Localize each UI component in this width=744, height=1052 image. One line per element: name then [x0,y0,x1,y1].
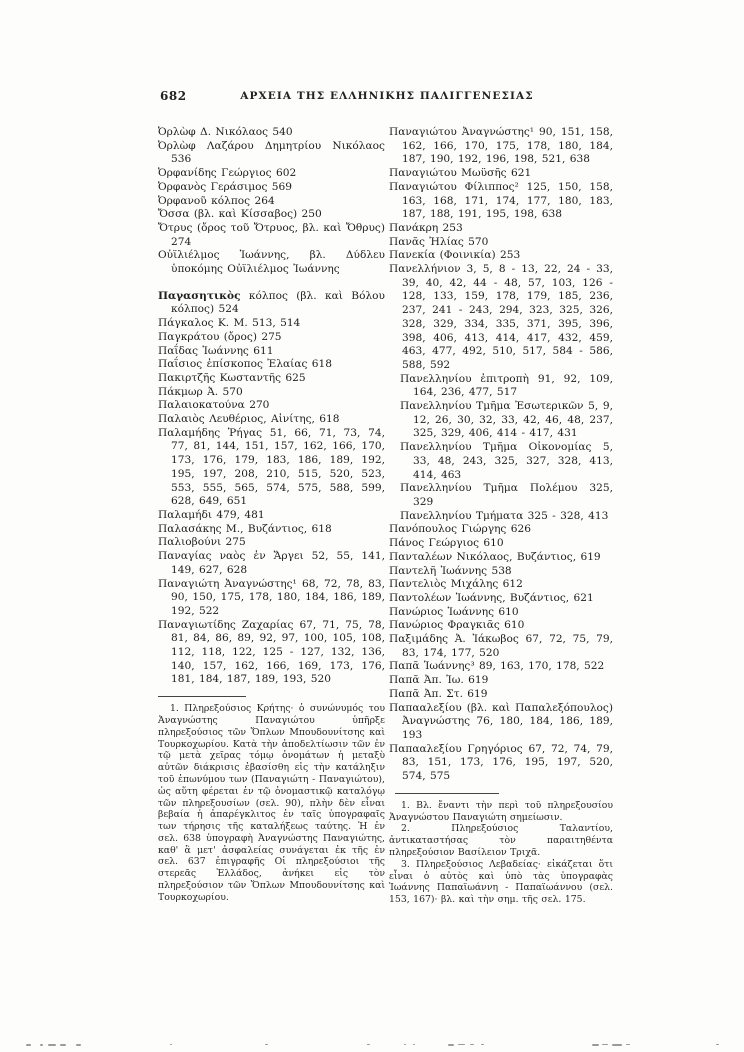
index-entry: Ὀρλὼφ Δ. Νικόλαος 540 [158,126,293,138]
index-entry: Πανελληνίου Τμήματα 325 - 328, 413 [400,509,609,522]
index-entry: Παναγιώτου Μωϋσῆς 621 [389,167,532,180]
index-entry: Παναγιώτου Φίλιππος² 125, 150, 158, 163, 168, 171, 174, 177, 180, 183, 187, 188, 191, 195, 198, 638 [389,180,613,221]
index-entry: Πανᾶς Ἠλίας 570 [389,235,489,248]
index-entry: Παντελῆ Ἰωάννης 538 [389,564,512,577]
index-entry: Ὀρφανίδης Γεώργιος 602 [158,167,297,180]
index-entry: Πανελληνίου Τμῆμα Οἰκονομίας 5, 33, 48, 243, 325, 327, 328, 413, 414, 463 [400,441,613,481]
index-entry: Παντολέων Ἰωάννης, Βυζάντιος, 621 [389,591,594,604]
index-entry: Πανελληνίου Τμῆμα Πολέμου 325, 329 [400,482,613,508]
index-entry: Πάκμωρ Ἀ. 570 [158,385,243,398]
index-entry: Παπααλεξίου Γρηγόριος 67, 72, 74, 79, 83, 151, 173, 176, 195, 197, 520, 574, 575 [389,742,613,783]
index-entry: Παγασητικὸς κόλπος (βλ. καὶ Βόλου κόλπος) 524 [158,289,385,316]
index-entry: Παΐδας Ἰωάννης 611 [158,344,274,357]
page-header [0,89,744,107]
index-entry: Παπᾶ Ἀπ. Στ. 619 [389,687,488,700]
index-entry: Παναγιώτη Ἀναγνώστης¹ 68, 72, 78, 83, 90, 150, 175, 178, 180, 184, 186, 189, 192, 522 [158,577,385,617]
index-entry: Πανελληνίου Τμῆμα Ἐσωτερικῶν 5, 9, 12, 26, 30, 32, 33, 42, 46, 48, 237, 325, 329, 406, 414 - 417, 431 [400,400,613,440]
index-entry: Ὄτρυς (ὄρος τοῦ Ὄτρυος, βλ. καὶ Ὄθρυς) 274 [158,221,385,248]
index-entry: Παπᾶ Ἀπ. Ἰω. 619 [389,674,489,687]
footnotes-left [158,703,385,904]
index-entry: Παλαμήδης Ῥήγας 51, 66, 71, 73, 74, 77, 81, 144, 151, 157, 162, 166, 170, 173, 176, 179, 183, 186, 189, 192, 195, 197, 208, 210, 515, 520, 523, 553, 555, 565, 574, 575, 588, 599, 628, 649, 651 [158,426,385,508]
index-entry: Ὀρλὼφ Λαζάρου Δημητρίου Νικόλαος 536 [158,139,385,166]
index-entry: Παντελιὸς Μιχάλης 612 [389,578,523,591]
index-entry: Παναγιωτίδης Ζαχαρίας 67, 71, 75, 78, 81, 84, 86, 89, 92, 97, 100, 105, 108, 112, 118, 122, 125 - 127, 132, 136, 140, 157, 162, 166, 169, 173, 176, 181, 184, 187, 189, 193, 520 [158,618,385,686]
index-entry: Παναγιώτου Ἀναγνώστης¹ 90, 151, 158, 162, 166, 170, 175, 178, 180, 184, 187, 190, 192, 196, 198, 521, 638 [389,126,613,166]
index-entry: Πάνος Γεώργιος 610 [389,537,504,550]
index-entry: Πανεκία (Φοινικία) 253 [389,249,521,262]
index-entry: Πανώριος Ἰωάννης 610 [389,605,519,618]
index-entry: Πανάκρη 253 [389,221,463,234]
index-entry: Πακιρτζῆς Κωσταντῆς 625 [158,371,306,384]
index-entry: Πανελλήνιον 3, 5, 8 - 13, 22, 24 - 33, 39, 40, 42, 44 - 48, 57, 103, 126 - 128, 133, 159, 178, 179, 185, 236, 237, 241 - 243, 294, 323, 325, 326, 328, 329, 334, 335, 371, 395, 396, 398, 406, 413, 414, 417, 432, 459, 463, 477, 492, 510, 517, 584 - 586, 588, 592 [389,263,613,371]
index-entry: Πανταλέων Νικόλαος, Βυζάντιος, 619 [389,550,601,563]
index-entry: Παλαιοκατούνα 270 [158,399,270,412]
footnote: 1. Πληρεξούσιος Κρήτης· ὁ συνώνυμός του Ἀναγνώστης Παναγιώτου ὑπῆρξε πληρεξούσιος τῶν Ὅπλων Μπουδουνίτσης καὶ Τουρκοχωρίου. Κατὰ τὴν ἀποδελτίωσιν τῶν ἐν τῷ μετὰ χεῖρας τόμῳ ὀνομάτων ἡ μεταξὺ αὐτῶν διάκρισις ἐβασίσθη εἰς τὴν κατάληξιν τοῦ ἐπωνύμου των (Παναγιώτη - Παναγιώτου), ὡς αὕτη φέρεται ἐν τῷ ὀνομαστικῷ καταλόγῳ τῶν πληρεξουσίων (σελ. 90), πλὴν δὲν εἶναι βεβαία ἡ ἀπαρέγκλιτος ἐν ταῖς ὑπογραφαῖς των τήρησις τῆς καταλήξεως ταύτης. Ἡ ἐν σελ. 638 ὑπογραφὴ Ἀναγνώστης Παναγιώτης, καθ' ἃ μετ' ἀσφαλείας συνάγεται ἐκ τῆς ἐν σελ. 637 ἐπιγραφῆς Οἱ πληρεξούσιοι τῆς στερεᾶς Ἑλλάδος, ἀνήκει εἰς τὸν πληρεξούσιον τῶν Ὅπλων Μπουδουνίτσης καὶ Τουρκοχωρίου. [158,703,385,903]
scan-artifacts [0,1042,744,1050]
index-entry: Ὀρφανὸς Γεράσιμος 569 [158,180,292,193]
index-entry: Παγκράτου (ὄρος) 275 [158,330,282,343]
index-entry: Οὐϊλιέλμος Ἰωάννης, βλ. Δύδλευ ὑποκόμης Οὐϊλιέλμος Ἰωάννης [158,249,385,276]
index-entries-right [389,126,613,784]
index-entry: Παπᾶ Ἰωάννης³ 89, 163, 170, 178, 522 [389,660,605,673]
page-number: 682 [160,89,187,103]
index-entry: Παλιοβούνι 275 [158,536,246,549]
section-lead-word: Παγασητικὸς [158,289,241,302]
index-entry: Παΐσιος ἐπίσκοπος Ἐλαίας 618 [158,358,333,371]
index-entry: Ὄσσα (βλ. καὶ Κίσσαβος) 250 [158,208,322,221]
index-column-right [389,126,613,906]
index-entry: Πανελληνίου ἐπιτροπὴ 91, 92, 109, 164, 236, 477, 517 [400,372,613,399]
footnote-rule [158,696,246,697]
index-entry: Παλαμήδι 479, 481 [158,508,265,521]
footnotes-right [389,800,613,906]
index-entries-left [158,126,385,687]
running-title: ΑΡΧΕΙΑ ΤΗΣ ΕΛΛΗΝΙΚΗΣ ΠΑΛΙΓΓΕΝΕΣΙΑΣ [240,90,534,102]
index-entry: Παπααλεξίου (βλ. καὶ Παπαλεξόπουλος) Ἀναγνώστης 76, 180, 184, 186, 189, 193 [389,701,613,741]
index-entry: Πανόπουλος Γιώργης 626 [389,523,531,536]
index-entry: Παλαιὸς Λευθέριος, Αἰνίτης, 618 [158,413,340,426]
index-entry: Πανώριος Φραγκιᾶς 610 [389,619,525,632]
index-entry: Παξιμάδης Ἀ. Ἰάκωβος 67, 72, 75, 79, 83, 174, 177, 520 [389,633,613,659]
footnote-rule [395,793,499,794]
index-entry: Πάγκαλος Κ. Μ. 513, 514 [158,317,301,330]
footnote: 3. Πληρεξούσιος Λεβαδείας· εἰκάζεται ὅτι εἶναι ὁ αὐτὸς καὶ ὑπὸ τὰς ὑπογραφὰς Ἰωάννης Παπαϊωάννη - Παπαϊωάννου (σελ. 153, 167)· βλ. καὶ τὴν σημ. τῆς σελ. 175. [389,858,613,906]
footnote: 2. Πληρεξούσιος Ταλαντίου, ἀντικαταστήσας τὸν παραιτηθέντα πληρεξούσιον Βασίλειον Τριχᾶ. [389,823,613,858]
index-entry: Παλασάκης Μ., Βυζάντιος, 618 [158,522,332,535]
footnote: 1. Βλ. ἔναντι τὴν περὶ τοῦ πληρεξουσίου Ἀναγνώστου Παναγιώτη σημείωσιν. [389,799,613,823]
index-column-left [158,126,385,904]
index-entry: Ὀρφανοῦ κόλπος 264 [158,194,275,207]
index-entry: Παναγίας ναὸς ἐν Ἄργει 52, 55, 141, 149, 627, 628 [158,550,385,576]
